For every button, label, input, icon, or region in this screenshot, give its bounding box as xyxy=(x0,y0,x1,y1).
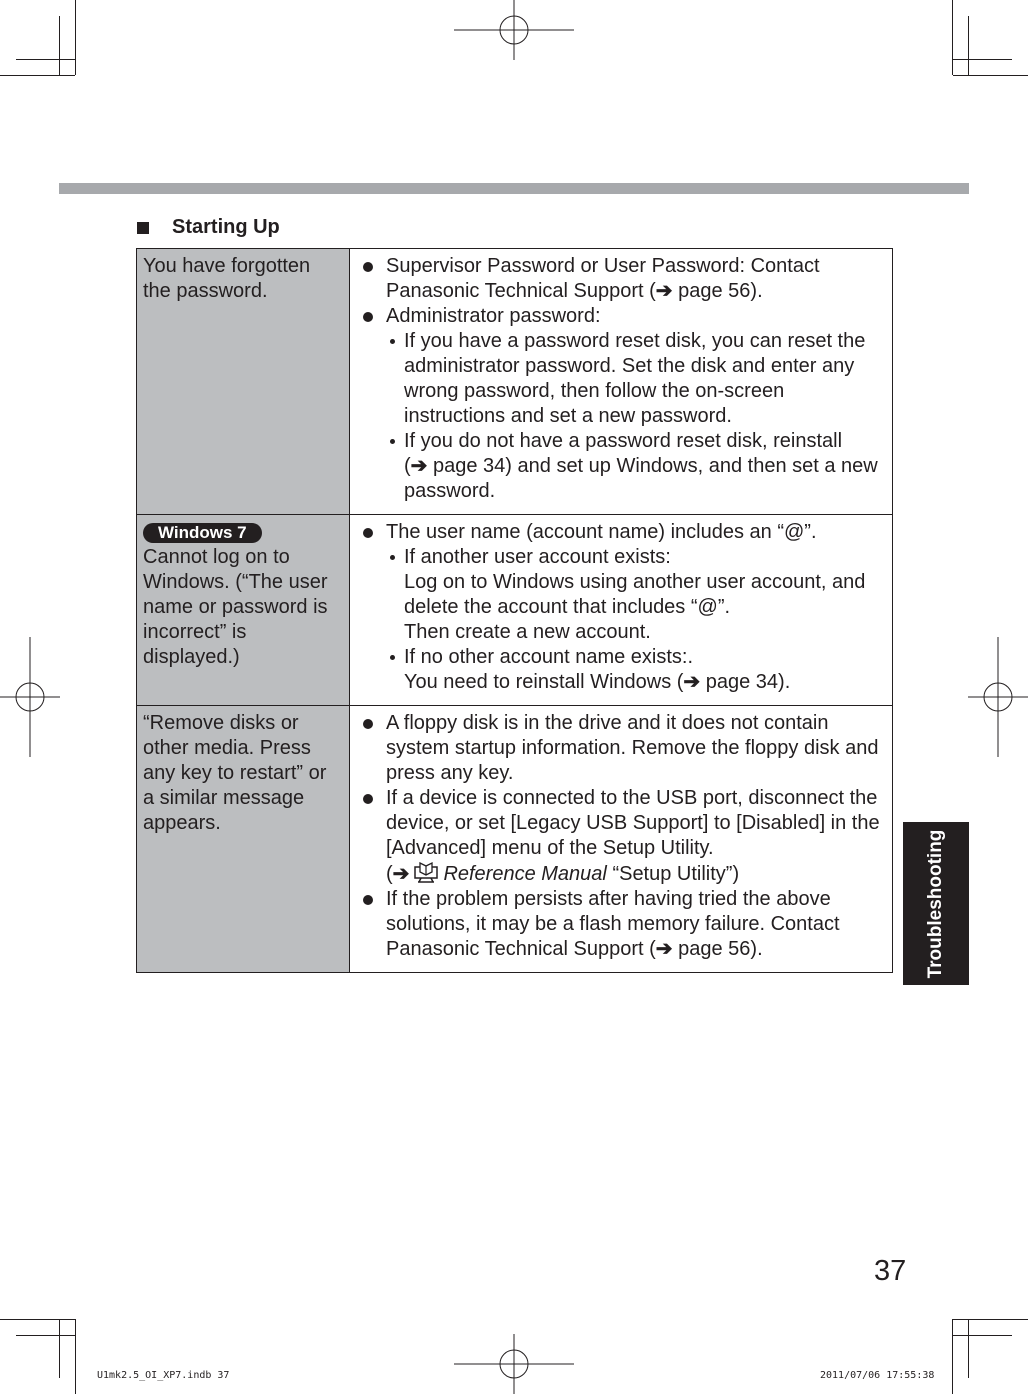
cause-cell xyxy=(137,706,350,973)
registration-mark-right xyxy=(968,637,1028,757)
crop-mark xyxy=(953,1335,1012,1336)
cause-cell xyxy=(137,249,350,515)
list-item: If the problem persists after having tried the above solutions, it may be a flash memory failure. Contact Panasonic Technical Support (➔ page 56). xyxy=(356,887,886,962)
solution-cell xyxy=(350,515,893,706)
section-heading xyxy=(137,216,280,239)
chapter-tab-label: Troubleshooting xyxy=(925,829,946,978)
crop-mark xyxy=(968,1319,969,1378)
section-title: Starting Up xyxy=(172,216,280,238)
reference-manual-icon xyxy=(413,861,439,883)
sub-list-item: If another user account exists: xyxy=(356,545,886,570)
square-bullet-icon xyxy=(137,222,149,234)
os-badge: Windows 7 xyxy=(143,523,262,543)
list-item: A floppy disk is in the drive and it does not contain system startup information. Remove the floppy disk and press any key. xyxy=(356,711,886,786)
list-item: The user name (account name) includes an “@”. xyxy=(356,520,886,545)
arrow-right-icon: ➔ xyxy=(410,455,428,477)
header-rule xyxy=(59,183,969,194)
arrow-right-icon: ➔ xyxy=(392,863,410,885)
list-item: If a device is connected to the USB port, disconnect the device, or set [Legacy USB Support] to [Disabled] in the [Advanced] menu of the Setup Utility. xyxy=(356,786,886,861)
registration-mark-left xyxy=(0,637,60,757)
crop-mark xyxy=(0,75,75,76)
sub-list-item: If no other account name exists:. xyxy=(356,645,886,670)
list-item: Supervisor Password or User Password: Contact Panasonic Technical Support (➔ page 56). xyxy=(356,254,886,304)
arrow-right-icon: ➔ xyxy=(683,671,701,693)
cause-text: You have forgotten the password. xyxy=(143,255,311,302)
chapter-tab xyxy=(903,822,969,985)
footer-file-info: U1mk2.5_OI_XP7.indb 37 xyxy=(97,1370,230,1381)
troubleshooting-table xyxy=(136,248,893,973)
sub-list-text: Log on to Windows using another user account, and delete the account that includes “@”. xyxy=(404,571,866,618)
arrow-right-icon: ➔ xyxy=(655,938,673,960)
crop-mark xyxy=(75,0,76,75)
sub-list-item: If you do not have a password reset disk, reinstall (➔ page 34) and set up Windows, and then set a new password. xyxy=(356,429,886,504)
crop-mark xyxy=(16,1335,75,1336)
crop-mark xyxy=(75,1319,76,1394)
solution-cell xyxy=(350,249,893,515)
table-row xyxy=(137,515,893,706)
arrow-right-icon: ➔ xyxy=(655,280,673,302)
cause-text: “Remove disks or other media. Press any key to restart” or a similar message appears. xyxy=(143,712,327,834)
crop-mark xyxy=(59,1319,60,1378)
table-row xyxy=(137,706,893,973)
reference-line: (➔ Reference Manual “Setup Utility”) xyxy=(386,863,740,885)
crop-mark xyxy=(952,1319,953,1394)
crop-mark xyxy=(0,1319,75,1320)
crop-mark xyxy=(968,16,969,75)
crop-mark xyxy=(16,59,75,60)
registration-mark-bottom xyxy=(454,1334,574,1394)
cause-text: Cannot log on to Windows. (“The user name or password is incorrect” is displayed.) xyxy=(143,546,328,668)
crop-mark xyxy=(59,16,60,75)
sub-list-item: If you have a password reset disk, you can reset the administrator password. Set the disk and enter any wrong password, then follow the on-screen instructions and set a new password. xyxy=(356,329,886,429)
footer-date-info: 2011/07/06 17:55:38 xyxy=(820,1370,935,1381)
crop-mark xyxy=(952,0,953,75)
page-number: 37 xyxy=(874,1255,907,1287)
registration-mark-top xyxy=(454,0,574,60)
solution-cell xyxy=(350,706,893,973)
crop-mark xyxy=(953,59,1012,60)
crop-mark xyxy=(953,1319,1028,1320)
sub-list-text: Then create a new account. xyxy=(404,621,651,643)
cause-cell xyxy=(137,515,350,706)
crop-mark xyxy=(953,75,1028,76)
sub-list-text: You need to reinstall Windows (➔ page 34). xyxy=(404,671,791,693)
table-row xyxy=(137,249,893,515)
list-item: Administrator password: xyxy=(356,304,886,329)
